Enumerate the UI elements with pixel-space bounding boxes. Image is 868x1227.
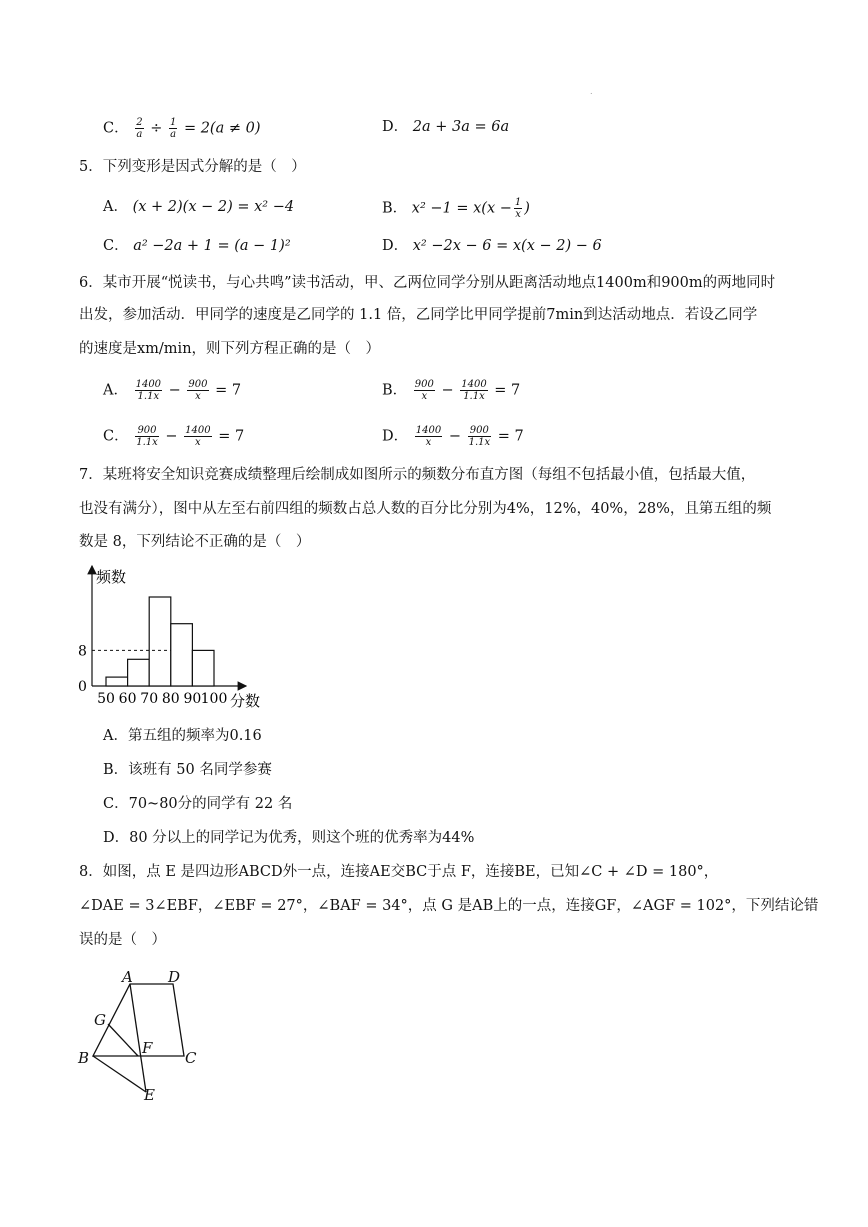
fraction: $\frac{900}{x}$ — [188, 379, 208, 402]
y-tick-label: 0 — [78, 679, 87, 695]
q5-option-c[interactable] — [103, 236, 291, 256]
option-expression: (x + 2)(x − 2) = x² −4 — [132, 199, 295, 215]
option-expression: a² −2a + 1 = (a − 1)² — [133, 238, 291, 254]
q4-option-c[interactable] — [103, 117, 261, 140]
q6-option-a[interactable] — [103, 379, 241, 402]
fraction: $\frac{1400}{x}$ — [185, 425, 211, 448]
equation-rhs: = 2(a ≠ 0) — [183, 120, 261, 137]
q6-option-d[interactable] — [382, 425, 524, 448]
point-label-d: D — [168, 968, 181, 986]
fraction: $\frac{900}{1.1x}$ — [468, 425, 491, 448]
histogram-bar — [171, 624, 193, 686]
equation-rhs: = 7 — [218, 428, 245, 445]
q8-stem-line2: ∠DAE = 3∠EBF，∠EBF = 27°，∠BAF = 34°，点 G 是AB上的一点，连接GF，∠AGF = 102°，下列结论错 — [79, 898, 819, 914]
x-tick-label: 90 — [183, 691, 202, 707]
fraction: $\frac{1400}{1.1x}$ — [135, 379, 162, 402]
point-label-f: F — [142, 1039, 153, 1057]
q8-stem-line1: 8．如图，点 E 是四边形ABCD外一点，连接AE交BC于点 F，连接BE，已知∠C + ∠D = 180°， — [79, 864, 719, 880]
x-axis-label: 分数 — [230, 692, 261, 710]
x-tick-label: 50 — [97, 691, 115, 707]
y-tick-label: 8 — [78, 643, 87, 660]
minus-sign: − — [165, 428, 178, 445]
point-label-b: B — [78, 1049, 90, 1067]
option-label: C． — [103, 428, 129, 445]
histogram-bar — [128, 659, 150, 686]
q7-option-a[interactable]: A．第五组的频率为0.16 — [103, 728, 262, 744]
q7-option-c[interactable]: C．70~80分的同学有 22 名 — [103, 796, 293, 812]
minus-sign: − — [448, 428, 461, 445]
point-label-c: C — [185, 1049, 197, 1067]
fraction: $\frac{1400}{x}$ — [415, 425, 442, 448]
option-expression-end: ) — [524, 200, 530, 217]
q5-stem: 5．下列变形是因式分解的是（ ） — [79, 159, 306, 175]
option-label: D． — [382, 428, 409, 445]
option-expression: 2a + 3a = 6a — [412, 119, 510, 135]
q6-option-c[interactable] — [103, 425, 244, 448]
equation-rhs: = 7 — [497, 428, 524, 445]
option-label: C． — [103, 238, 129, 254]
fraction: $\frac{900}{1.1x}$ — [136, 425, 158, 448]
histogram-bar — [106, 677, 128, 686]
fraction: $\frac{900}{x}$ — [414, 379, 434, 402]
quadrilateral-figure — [70, 962, 210, 1102]
q6-stem-line2: 出发，参加活动．甲同学的速度是乙同学的 1.1 倍，乙同学比甲同学提前7min到达活动地点．若设乙同学 — [79, 307, 758, 323]
x-tick-label: 100 — [200, 691, 228, 707]
option-label: C． — [103, 120, 129, 137]
minus-sign: − — [168, 382, 181, 399]
option-label: D． — [382, 119, 409, 135]
option-expression: x² −1 = x(x − — [411, 200, 512, 217]
segment-be — [93, 1056, 146, 1092]
frequency-histogram — [70, 560, 280, 720]
segment-ae — [130, 984, 146, 1092]
q6-option-b[interactable] — [382, 379, 520, 402]
fraction: $\frac{1}{a}$ — [169, 117, 177, 140]
q7-option-d[interactable]: D．80 分以上的同学记为优秀，则这个班的优秀率为44% — [103, 830, 475, 846]
q4-option-d[interactable] — [382, 117, 509, 137]
point-label-e: E — [144, 1086, 155, 1102]
fraction: $\frac{2}{a}$ — [136, 117, 143, 140]
y-axis-label: 频数 — [96, 568, 127, 586]
q5-option-b[interactable] — [382, 197, 530, 220]
histogram-bar — [149, 597, 171, 686]
page-marker: . — [590, 87, 593, 96]
q7-stem-line1: 7．某班将安全知识竞赛成绩整理后绘制成如图所示的频数分布直方图（每组不包括最小值，包括最大值， — [79, 467, 756, 483]
option-label: D． — [382, 238, 409, 254]
option-expression: x² −2x − 6 = x(x − 2) − 6 — [412, 238, 602, 254]
x-tick-label: 60 — [118, 691, 137, 707]
divide-sign: ÷ — [150, 120, 163, 137]
q8-stem-line3: 误的是（ ） — [79, 932, 166, 948]
point-label-g: G — [94, 1011, 106, 1029]
fraction: $\frac{1}{x}$ — [514, 197, 522, 220]
q7-option-b[interactable]: B．该班有 50 名同学参赛 — [103, 762, 272, 778]
minus-sign: − — [441, 382, 454, 399]
q5-option-a[interactable] — [103, 197, 294, 217]
point-label-a: A — [122, 968, 133, 986]
segment-gf — [108, 1024, 138, 1056]
option-label: A． — [103, 199, 128, 215]
q7-stem-line3: 数是 8，下列结论不正确的是（ ） — [79, 534, 311, 550]
histogram-bar — [192, 650, 214, 686]
fraction: $\frac{1400}{1.1x}$ — [461, 379, 487, 402]
option-label: B． — [382, 382, 408, 399]
q6-stem-line1: 6．某市开展“悦读书，与心共鸣”读书活动，甲、乙两位同学分别从距离活动地点1400m和900m的两地同时 — [79, 275, 776, 291]
option-label: A． — [103, 382, 128, 399]
equation-rhs: = 7 — [215, 382, 242, 399]
q7-stem-line2: 也没有满分），图中从左至右前四组的频数占总人数的百分比分别为4%，12%，40%，28%，且第五组的频 — [79, 501, 772, 517]
q5-option-d[interactable] — [382, 236, 602, 256]
equation-rhs: = 7 — [494, 382, 521, 399]
option-label: B． — [382, 200, 408, 217]
x-tick-label: 70 — [140, 691, 159, 707]
q6-stem-line3: 的速度是xm/min，则下列方程正确的是（ ） — [79, 341, 381, 357]
x-tick-label: 80 — [161, 691, 180, 707]
